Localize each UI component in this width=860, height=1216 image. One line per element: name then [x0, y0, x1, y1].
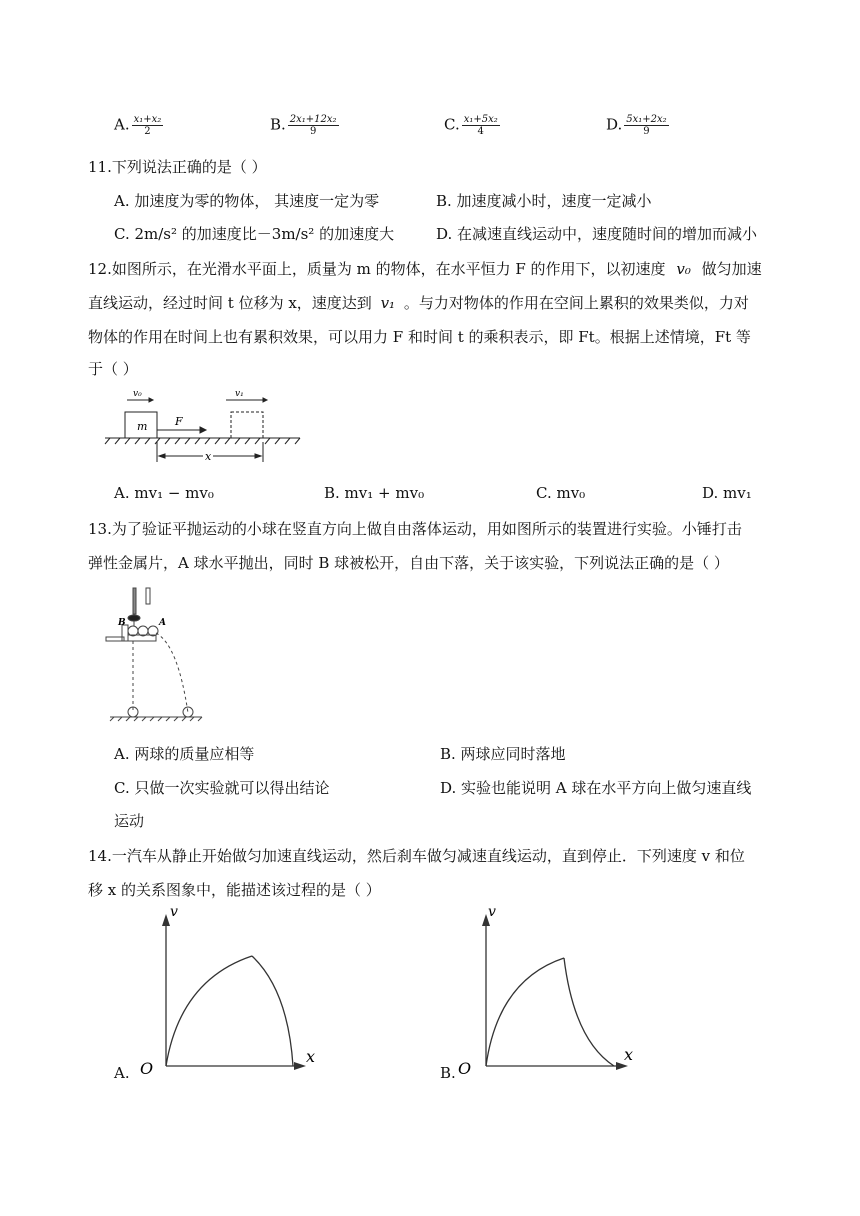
q14-stem-line1: 14.一汽车从静止开始做匀加速直线运动，然后刹车做匀减速直线运动，直到停止．下列速度 v 和位	[88, 847, 745, 865]
fig-F-label: F	[175, 415, 183, 428]
q14-graph-b	[454, 900, 634, 1078]
v-axis-label: v	[170, 904, 178, 920]
fraction-numerator: 2x₁+12x₂	[289, 114, 337, 125]
decel-curve	[564, 958, 614, 1066]
q13-stem-line2: 弹性金属片，A 球水平抛出，同时 B 球被松开，自由下落，关于该实验，下列说法正确的是（ ）	[88, 554, 729, 572]
decel-curve	[252, 956, 293, 1066]
option-letter: A.	[114, 115, 130, 134]
ground-hatch	[105, 438, 300, 444]
q11-option-d: D. 在减速直线运动中，速度随时间的增加而减小	[436, 225, 758, 243]
hammer-head	[128, 615, 140, 621]
fig-v0-label: v₀	[133, 389, 142, 399]
q10-option-c	[444, 114, 500, 137]
accel-curve	[166, 956, 252, 1066]
v0-symbol: v₀	[676, 260, 691, 278]
q13-option-b: B. 两球应同时落地	[440, 745, 566, 763]
fraction-denominator: 9	[643, 126, 650, 137]
x-axis-label: x	[306, 1047, 316, 1066]
q12-option-b: B. mv₁ + mv₀	[324, 484, 425, 502]
metal-sheet	[146, 588, 150, 604]
fig-b-label: B	[118, 618, 126, 628]
hammer-handle	[133, 588, 136, 614]
q10-option-a	[114, 114, 163, 137]
fraction-denominator: 4	[477, 126, 484, 137]
x-axis-label: x	[624, 1045, 634, 1064]
fig-x-label: x	[205, 450, 212, 463]
option-letter: B.	[270, 115, 286, 134]
fraction-numerator: x₁+5x₂	[463, 114, 498, 125]
fig-v1-label: v₁	[235, 389, 244, 399]
option-letter: D.	[606, 115, 623, 134]
origin-label: O	[458, 1059, 472, 1078]
option-letter: C.	[444, 115, 460, 134]
a-trajectory	[156, 633, 188, 713]
block-final	[231, 412, 263, 438]
q12-text: 12.如图所示，在光滑水平面上，质量为 m 的物体，在水平恒力 F 的作用下，以初速度	[88, 260, 666, 278]
ball-a-landed	[183, 707, 193, 717]
q12-option-d: D. mv₁	[702, 484, 752, 502]
q13-option-d-continued: 运动	[114, 812, 145, 830]
fraction-denominator: 2	[144, 126, 151, 137]
fraction-numerator: 5x₁+2x₂	[626, 114, 667, 125]
q13-option-c: C. 只做一次实验就可以得出结论	[114, 779, 330, 797]
fig-m-label: m	[137, 420, 148, 433]
q13-option-a: A. 两球的质量应相等	[114, 745, 255, 763]
q10-option-d	[606, 114, 669, 137]
q13-option-d: D. 实验也能说明 A 球在水平方向上做匀速直线	[440, 779, 752, 797]
q14-graph-b-letter: B.	[440, 1064, 456, 1082]
q11-stem: 11.下列说法正确的是（ ）	[88, 158, 267, 176]
q11-option-c: C. 2m/s² 的加速度比－3m/s² 的加速度大	[114, 225, 395, 243]
q10-option-b	[270, 114, 339, 137]
fig-a-label: A	[159, 618, 166, 628]
origin-label: O	[140, 1059, 154, 1078]
q11-option-b: B. 加速度减小时，速度一定减小	[436, 192, 652, 210]
q14-graph-a	[140, 900, 316, 1078]
q12-option-c: C. mv₀	[536, 484, 586, 502]
q12-option-a: A. mv₁ − mv₀	[114, 484, 214, 502]
fraction-denominator: 9	[309, 126, 317, 137]
fraction-numerator: x₁+x₂	[133, 114, 162, 125]
v1-symbol: v₁	[380, 294, 396, 312]
q12-stem-line4: 于（ ）	[88, 360, 138, 378]
force-arrowhead	[200, 427, 206, 433]
q12-text: 做匀加速	[701, 260, 762, 278]
q11-option-a: A. 加速度为零的物体， 其速度一定为零	[114, 192, 380, 210]
q14-stem-line2: 移 x 的关系图象中，能描述该过程的是（ ）	[88, 881, 381, 899]
q12-text: 。与力对物体的作用在空间上累积的效果类似，力对	[403, 294, 749, 312]
q12-block-diagram	[105, 390, 305, 470]
v-axis-label: v	[488, 904, 496, 920]
support-bar	[106, 637, 124, 641]
q13-stem-line1: 13.为了验证平抛运动的小球在竖直方向上做自由落体运动，用如图所示的装置进行实验。小锤打击	[88, 520, 742, 538]
q12-stem-line3: 物体的作用在时间上也有累积效果，可以用力 F 和时间 t 的乘积表示，即 Ft。根据上述情境，Ft 等	[88, 328, 751, 346]
q12-stem-line1	[88, 258, 762, 279]
q12-stem-line2	[88, 292, 749, 313]
q13-apparatus-diagram	[106, 585, 206, 725]
q12-text: 直线运动，经过时间 t 位移为 x，速度达到	[88, 294, 372, 312]
q14-graph-a-letter: A.	[114, 1064, 130, 1082]
accel-curve	[486, 958, 564, 1066]
